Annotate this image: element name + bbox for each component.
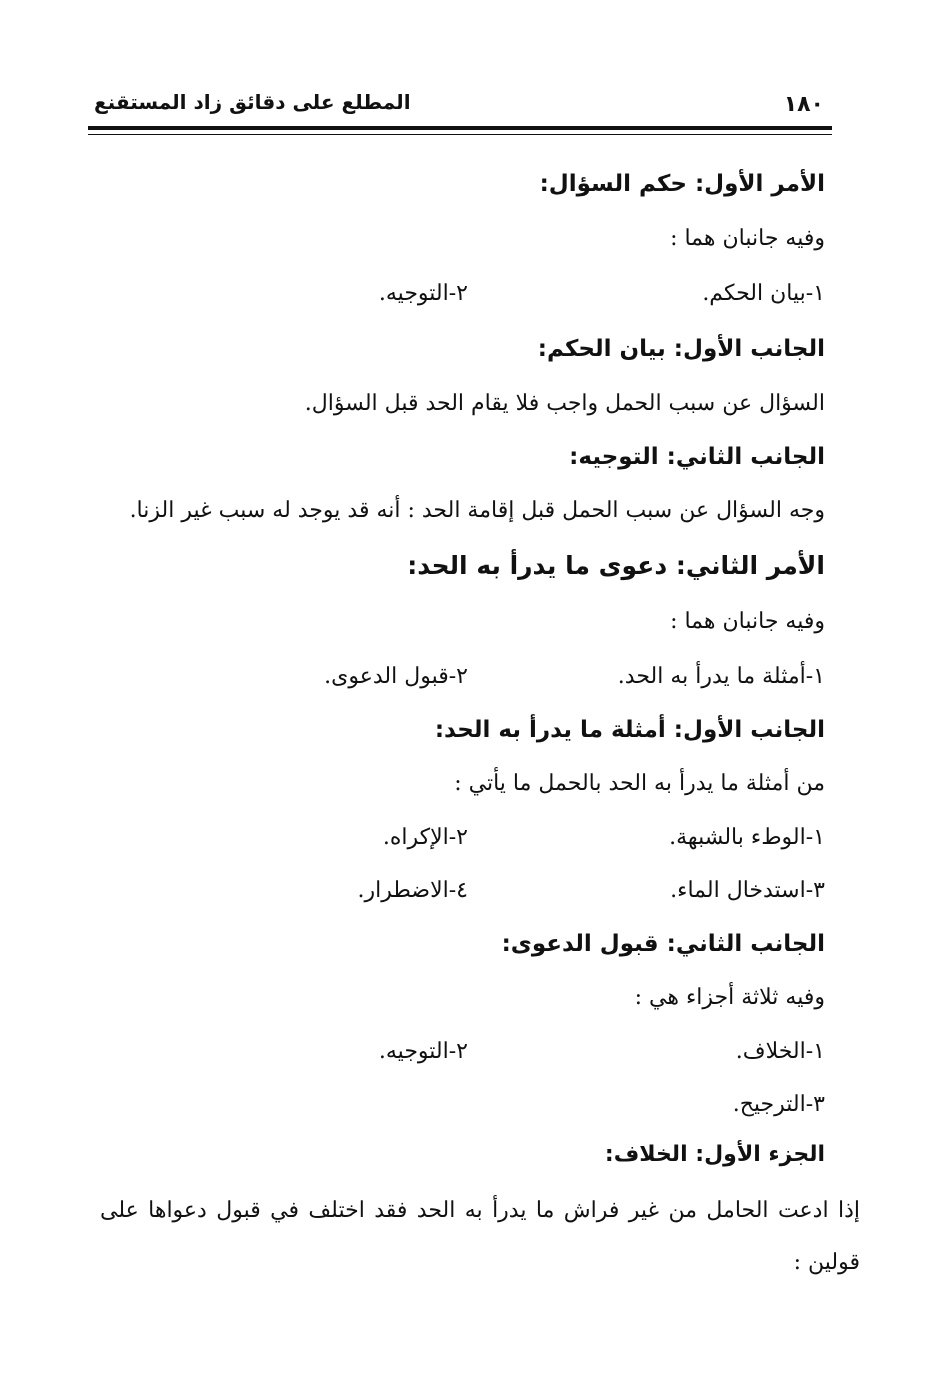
running-title: المطلع على دقائق زاد المستقنع [94,90,411,114]
subheading-janib2: الجانب الثاني: التوجيه: [569,444,825,470]
page-header [88,88,832,124]
subheading-juz1: الجزء الأول: الخلاف: [604,1142,825,1167]
intro-text-2: وفيه جانبان هما : [670,609,825,634]
list2-item2: ٢-قبول الدعوى. [324,664,468,689]
paragraph-khilaf: إذا ادعت الحامل من غير فراش ما يدرأ به الحد فقد اختلف في قبول دعواها على قولين : [100,1198,860,1275]
list3-item3: ٣-استدخال الماء. [670,878,825,903]
subheading-janib4: الجانب الثاني: قبول الدعوى: [501,931,825,957]
section-heading-amr2: الأمر الثاني: دعوى ما يدرأ به الحد: [407,551,825,580]
subheading-janib3: الجانب الأول: أمثلة ما يدرأ به الحد: [434,717,825,743]
intro-text-1: وفيه جانبان هما : [670,226,825,251]
paragraph-hukm: السؤال عن سبب الحمل واجب فلا يقام الحد قبل السؤال. [304,391,825,416]
list1-item2: ٢-التوجيه. [378,281,468,306]
list4-item2: ٢-التوجيه. [378,1039,468,1064]
section-heading-amr1: الأمر الأول: حكم السؤال: [539,171,825,197]
paragraph-amthila: من أمثلة ما يدرأ به الحد بالحمل ما يأتي : [454,771,825,796]
list4-item3: ٣-الترجيح. [732,1092,825,1117]
header-rule-thin [88,134,832,135]
list4-item1: ١-الخلاف. [735,1039,825,1064]
header-rule-thick [88,126,832,130]
list3-item4: ٤-الاضطرار. [357,878,468,903]
intro-text-3: وفيه ثلاثة أجزاء هي : [634,985,825,1010]
list3-item1: ١-الوطء بالشبهة. [669,825,825,850]
subheading-janib1: الجانب الأول: بيان الحكم: [537,336,825,362]
paragraph-tawjih: وجه السؤال عن سبب الحمل قبل إقامة الحد : أنه قد يوجد له سبب غير الزنا. [129,498,825,523]
list1-item1: ١-بيان الحكم. [702,281,825,306]
list3-item2: ٢-الإكراه. [382,825,468,850]
page-number: ١٨٠ [783,92,824,117]
list2-item1: ١-أمثلة ما يدرأ به الحد. [617,664,825,689]
